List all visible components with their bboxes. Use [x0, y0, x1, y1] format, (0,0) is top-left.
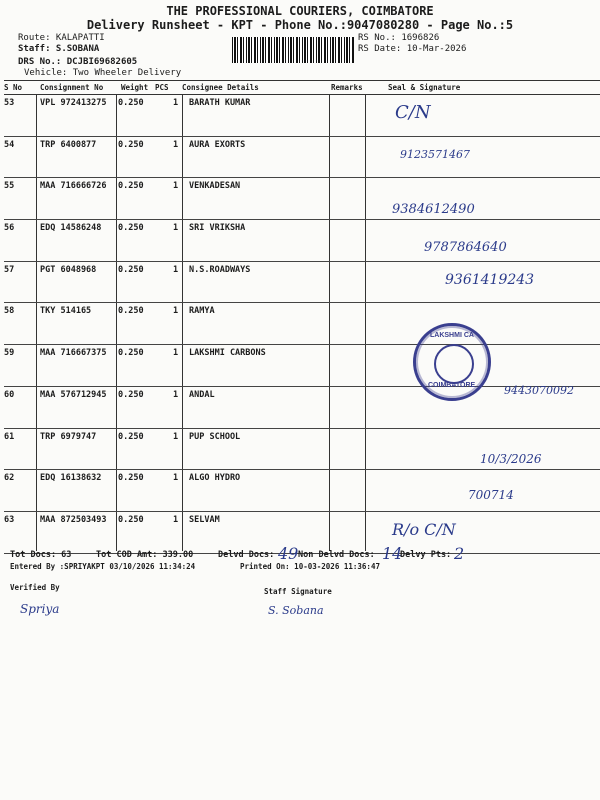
row-weight: 0.250 — [118, 223, 144, 234]
route-label: Route: KALAPATTI — [18, 33, 105, 43]
row-weight: 0.250 — [118, 139, 144, 150]
col-sno: S No — [4, 83, 23, 92]
drs-label: DRS No.: DCJBI69682605 — [18, 57, 138, 67]
non-delivered-docs-label: Non Delvd Docs: — [298, 550, 375, 560]
row-sno: 58 — [4, 306, 15, 317]
row-consignment: EDQ 16138632 — [40, 473, 102, 484]
row-consignee: VENKADESAN — [189, 181, 241, 192]
handwritten-sig: 10/3/2026 — [480, 452, 542, 466]
row-sno: 57 — [4, 264, 15, 275]
row-sno: 59 — [4, 348, 15, 359]
delivery-points-label: Delvy Pts: — [400, 550, 452, 560]
row-pcs: 1 — [173, 181, 179, 192]
row-weight: 0.250 — [118, 431, 144, 442]
row-consignment: TKY 514165 — [40, 306, 92, 317]
row-weight: 0.250 — [118, 473, 144, 484]
stamp-inner-ring — [434, 344, 474, 384]
table-row — [4, 512, 600, 554]
staff-label: Staff: S.SOBANA — [18, 44, 100, 54]
row-consignee: ANDAL — [189, 389, 215, 400]
col-seal: Seal & Signature — [388, 83, 461, 92]
handwritten-sig: 9443070092 — [504, 384, 574, 397]
col-consignment: Consignment No — [40, 83, 104, 92]
total-cod: Tot COD Amt: 339.00 — [96, 550, 194, 560]
runsheet-table — [4, 80, 600, 554]
handwritten-sig: 9123571467 — [400, 148, 470, 161]
row-consignment: MAA 716667375 — [40, 348, 107, 359]
row-weight: 0.250 — [118, 306, 144, 317]
row-sno: 62 — [4, 473, 15, 484]
row-consignment: VPL 972413275 — [40, 98, 107, 108]
handwritten-sig: 9361419243 — [445, 272, 535, 288]
row-pcs: 1 — [173, 348, 179, 359]
row-consignment: MAA 716666726 — [40, 181, 107, 192]
row-sno: 61 — [4, 431, 15, 442]
table-row — [4, 178, 600, 220]
row-pcs: 1 — [173, 98, 179, 108]
row-weight: 0.250 — [118, 181, 144, 192]
row-consignee: SELVAM — [189, 514, 220, 525]
row-consignee: SRI VRIKSHA — [189, 223, 246, 234]
row-consignment: MAA 872503493 — [40, 514, 107, 525]
row-weight: 0.250 — [118, 348, 144, 359]
col-weight: Weight — [121, 83, 149, 92]
row-pcs: 1 — [173, 431, 179, 442]
row-consignment: TRP 6400877 — [40, 139, 97, 150]
row-pcs: 1 — [173, 223, 179, 234]
table-row — [4, 303, 600, 345]
row-sno: 53 — [4, 98, 15, 108]
row-consignee: PUP SCHOOL — [189, 431, 241, 442]
handwritten-sig: 9384612490 — [392, 202, 475, 217]
col-consignee: Consignee Details — [182, 83, 259, 92]
handwritten-sig: C/N — [395, 102, 431, 123]
row-consignee: BARATH KUMAR — [189, 98, 251, 108]
table-row — [4, 95, 600, 137]
row-weight: 0.250 — [118, 98, 144, 108]
non-delivered-docs-value: 14 — [382, 544, 403, 563]
staff-signature: S. Sobana — [268, 604, 324, 617]
row-sno: 56 — [4, 223, 15, 234]
row-pcs: 1 — [173, 514, 179, 525]
row-consignment: EDQ 14586248 — [40, 223, 102, 234]
row-consignee: ALGO HYDRO — [189, 473, 241, 484]
row-pcs: 1 — [173, 139, 179, 150]
row-sno: 55 — [4, 181, 15, 192]
handwritten-sig: 700714 — [468, 488, 514, 502]
row-pcs: 1 — [173, 473, 179, 484]
col-pcs: PCS — [155, 83, 169, 92]
row-consignee: N.S.ROADWAYS — [189, 264, 251, 275]
row-consignment: MAA 576712945 — [40, 389, 107, 400]
row-pcs: 1 — [173, 389, 179, 400]
row-pcs: 1 — [173, 306, 179, 317]
row-consignment: TRP 6979747 — [40, 431, 97, 442]
table-row — [4, 345, 600, 387]
stamp-text-bottom: COIMBATORE — [428, 382, 476, 389]
table-body — [4, 95, 600, 554]
row-consignment: PGT 6048968 — [40, 264, 97, 275]
verified-by-label: Verified By — [10, 583, 60, 592]
barcode-image — [232, 37, 354, 63]
row-sno: 63 — [4, 514, 15, 525]
delivered-docs-value: 49 — [278, 544, 299, 563]
row-sno: 54 — [4, 139, 15, 150]
handwritten-sig: R/o C/N — [392, 520, 456, 539]
table-header — [4, 81, 600, 95]
stamp-text-top: LAKSHMI CA — [430, 332, 474, 339]
row-consignee: AURA EXORTS — [189, 139, 246, 150]
staff-signature-label: Staff Signature — [264, 587, 332, 596]
row-consignee: LAKSHMI CARBONS — [189, 348, 266, 359]
entered-by: Entered By :SPRIYAKPT 03/10/2026 11:34:24 — [10, 562, 196, 571]
delivered-docs-label: Delvd Docs: — [218, 550, 275, 560]
runsheet-title: Delivery Runsheet - KPT - Phone No.:9047080280 - Page No.:5 — [86, 18, 514, 32]
printed-on: Printed On: 10-03-2026 11:36:47 — [240, 562, 380, 571]
row-weight: 0.250 — [118, 264, 144, 275]
row-consignee: RAMYA — [189, 306, 215, 317]
row-weight: 0.250 — [118, 514, 144, 525]
col-remarks: Remarks — [331, 83, 363, 92]
rs-date: RS Date: 10-Mar-2026 — [358, 44, 467, 54]
row-sno: 60 — [4, 389, 15, 400]
company-stamp — [413, 323, 491, 401]
row-weight: 0.250 — [118, 389, 144, 400]
handwritten-sig: 9787864640 — [424, 240, 507, 255]
company-title: THE PROFESSIONAL COURIERS, COIMBATORE — [166, 4, 434, 18]
row-pcs: 1 — [173, 264, 179, 275]
delivery-points-value: 2 — [454, 544, 465, 563]
verifier-signature: Spriya — [20, 602, 60, 616]
table-row — [4, 220, 600, 262]
rs-number: RS No.: 1696826 — [358, 33, 440, 43]
total-docs: Tot Docs: 63 — [10, 550, 72, 560]
table-row — [4, 137, 600, 179]
vehicle-label: Vehicle: Two Wheeler Delivery — [24, 68, 182, 78]
